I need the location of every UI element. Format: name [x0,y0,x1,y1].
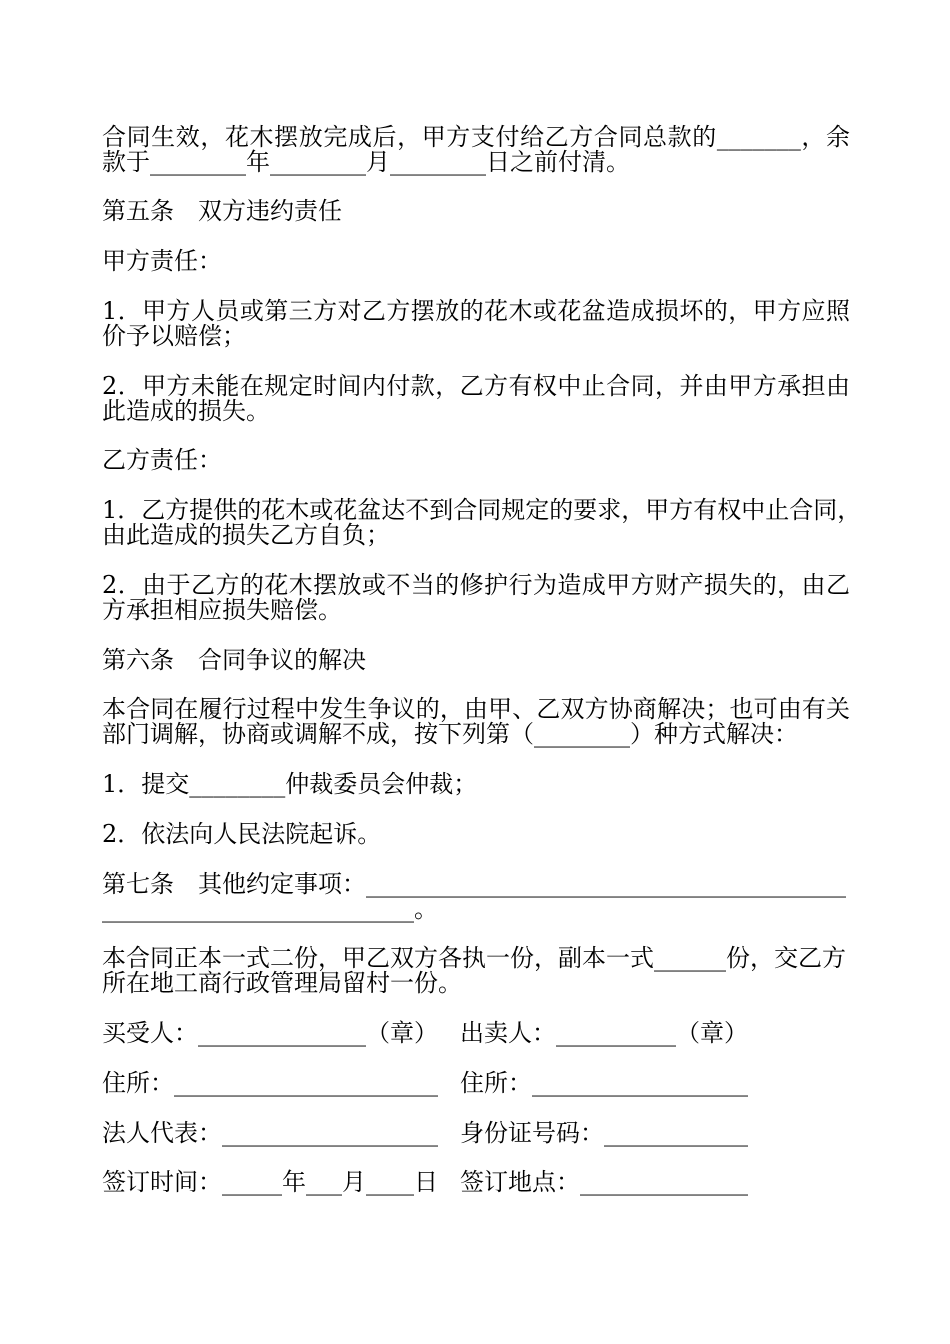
dispute-option-2 [102,819,850,848]
text-line: 所在地工商行政管理局留村一份。 [102,969,462,998]
text-line: 2．由于乙方的花木摆放或不当的修护行为造成甲方财产损失的，由乙 [102,570,850,599]
text-line: 乙方责任： [102,446,222,475]
signing-place-field: 签订地点：______________ [460,1168,748,1197]
text-line: 部门调解，协商或调解不成，按下列第（________）种方式解决： [102,720,798,749]
text-line: 第五条 双方违约责任 [102,197,342,226]
dispute-option-1 [102,772,850,797]
text-line: 由此造成的损失乙方自负； [102,521,390,549]
copies-clause [102,946,850,996]
text-line: 第六条 合同争议的解决 [102,645,366,674]
party-a-liability-item-2 [102,371,850,425]
payment-clause [102,122,850,176]
text-line: 此造成的损失。 [102,396,270,425]
text-line: 本合同在履行过程中发生争议的，由甲、乙双方协商解决；也可由有关 [102,695,850,724]
text-line: 款于________年________月________日之前付清。 [102,147,630,176]
dispute-resolution-clause [102,697,850,747]
seller-address-field: 住所：__________________ [460,1068,748,1097]
party-b-liability-heading [102,448,850,473]
text-line: 本合同正本一式二份，甲乙双方各执一份，副本一式______份，交乙方 [102,944,846,973]
signature-block [102,1021,950,1195]
article-7-other-matters [102,869,850,923]
signature-row [102,1068,850,1097]
text-line: 1．甲方人员或第三方对乙方摆放的花木或花盆造成损坏的，甲方应照 [102,296,850,325]
text-line: __________________________。 [102,894,438,923]
buyer-field: 买受人：______________（章） [102,1019,438,1047]
article-6-heading [102,645,850,674]
article-5-heading [102,199,850,224]
signature-row [102,1170,850,1195]
party-a-liability-heading [102,249,850,274]
signature-row [102,1021,850,1046]
text-line: 方承担相应损失赔偿。 [102,595,342,624]
party-a-liability-item-1 [102,296,850,350]
signature-row [102,1118,850,1147]
text-line: 2．依法向人民法院起诉。 [102,819,382,848]
text-line: 2．甲方未能在规定时间内付款，乙方有权中止合同，并由甲方承担由 [102,371,850,400]
text-line: 价予以赔偿； [102,321,246,350]
text-line: 1．提交________仲裁委员会仲裁； [102,770,478,798]
legal-representative-field: 法人代表：__________________ [102,1118,438,1147]
party-b-liability-item-2 [102,570,850,624]
text-line: 合同生效，花木摆放完成后，甲方支付给乙方合同总款的_______，余 [102,122,850,151]
party-b-liability-item-1 [102,496,862,549]
text-line: 第七条 其他约定事项：________________________________________ [102,869,846,898]
id-number-field: 身份证号码：____________ [460,1118,748,1147]
buyer-address-field: 住所：______________________ [102,1068,438,1097]
signing-date-field: 签订时间：_____年___月____日 [102,1168,438,1197]
seller-field: 出卖人：__________（章） [460,1019,748,1047]
text-line: 1．乙方提供的花木或花盆达不到合同规定的要求，甲方有权中止合同， [102,496,862,524]
text-line: 甲方责任： [102,247,222,275]
